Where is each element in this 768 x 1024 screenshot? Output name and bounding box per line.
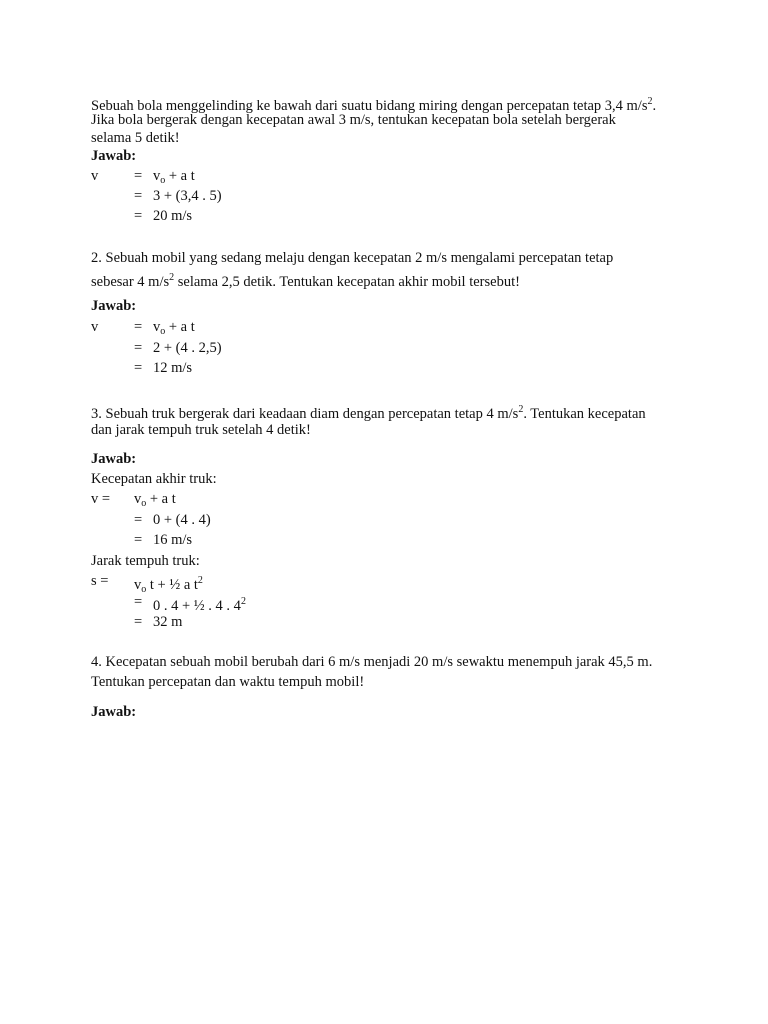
q1-line-1: Sebuah bola menggelinding ke bawah dari suatu bidang miring dengan percepatan tetap 3,4 $m/s^2$.	[91, 96, 657, 114]
q3-v-step-2: 16 m/s	[153, 532, 193, 548]
q3-s-step-1: 0 . 4 + ½ . 4 . $4^2$	[153, 596, 246, 614]
q3-s-eq-1: =	[134, 594, 143, 610]
q3-line-1: 3. Sebuah truk bergerak dari keadaan diam dengan percepatan tetap 4 $m/s^2$. Tentukan kecepatan	[91, 404, 646, 422]
q3-label-jarak: Jarak tempuh truk:	[91, 553, 200, 569]
q3-v-formula: $v_o + a$ t	[134, 491, 176, 509]
q1-var: v	[91, 168, 99, 184]
q1-line-2: Jika bola bergerak dengan kecepatan awal 3 m/s, tentukan kecepatan bola setelah bergerak	[91, 112, 616, 128]
q2-line-1: 2. Sebuah mobil yang sedang melaju dengan kecepatan 2 m/s mengalami percepatan tetap	[91, 250, 614, 266]
q3-v-eq-1: =	[134, 512, 143, 528]
q3-s-step-2: 32 m	[153, 614, 183, 630]
q4-line-1: 4. Kecepatan sebuah mobil berubah dari 6 m/s menjadi 20 m/s sewaktu menempuh jarak 45,5 m.	[91, 654, 653, 670]
q1-step-1: 3 + (3,4 . 5)	[153, 188, 222, 204]
q2-step-2: 12 m/s	[153, 360, 193, 376]
q3-var-v: v =	[91, 491, 111, 507]
q3-jawab: Jawab:	[91, 451, 137, 467]
q1-eq-1: =	[134, 168, 143, 184]
q3-v-step-1: 0 + (4 . 4)	[153, 512, 211, 528]
q3-v-eq-2: =	[134, 532, 143, 548]
q3-s-formula: $v_o$ t + ½ a $t^2$	[134, 575, 203, 595]
q1-step-2: 20 m/s	[153, 208, 193, 224]
q2-jawab: Jawab:	[91, 298, 137, 314]
q3-line-2: dan jarak tempuh truk setelah 4 detik!	[91, 422, 311, 438]
q4-jawab: Jawab:	[91, 704, 137, 720]
q1-formula: $v_o + a$ t	[153, 168, 195, 186]
q1-jawab: Jawab:	[91, 148, 137, 164]
q3-var-s: s =	[91, 573, 109, 589]
q3-label-kecepatan: Kecepatan akhir truk:	[91, 471, 217, 487]
q2-line-2: sebesar 4 $m/s^2$ selama 2,5 detik. Tentukan kecepatan akhir mobil tersebut!	[91, 272, 520, 290]
q2-eq-1: =	[134, 319, 143, 335]
q2-eq-3: =	[134, 360, 143, 376]
q1-eq-3: =	[134, 208, 143, 224]
q3-s-eq-2: =	[134, 614, 143, 630]
q2-step-1: 2 + (4 . 2,5)	[153, 340, 222, 356]
q2-var: v	[91, 319, 99, 335]
q4-line-2: Tentukan percepatan dan waktu tempuh mobil!	[91, 674, 365, 690]
q2-eq-2: =	[134, 340, 143, 356]
q1-eq-2: =	[134, 188, 143, 204]
q2-formula: $v_o + a$ t	[153, 319, 195, 337]
q1-line-3: selama 5 detik!	[91, 130, 180, 146]
